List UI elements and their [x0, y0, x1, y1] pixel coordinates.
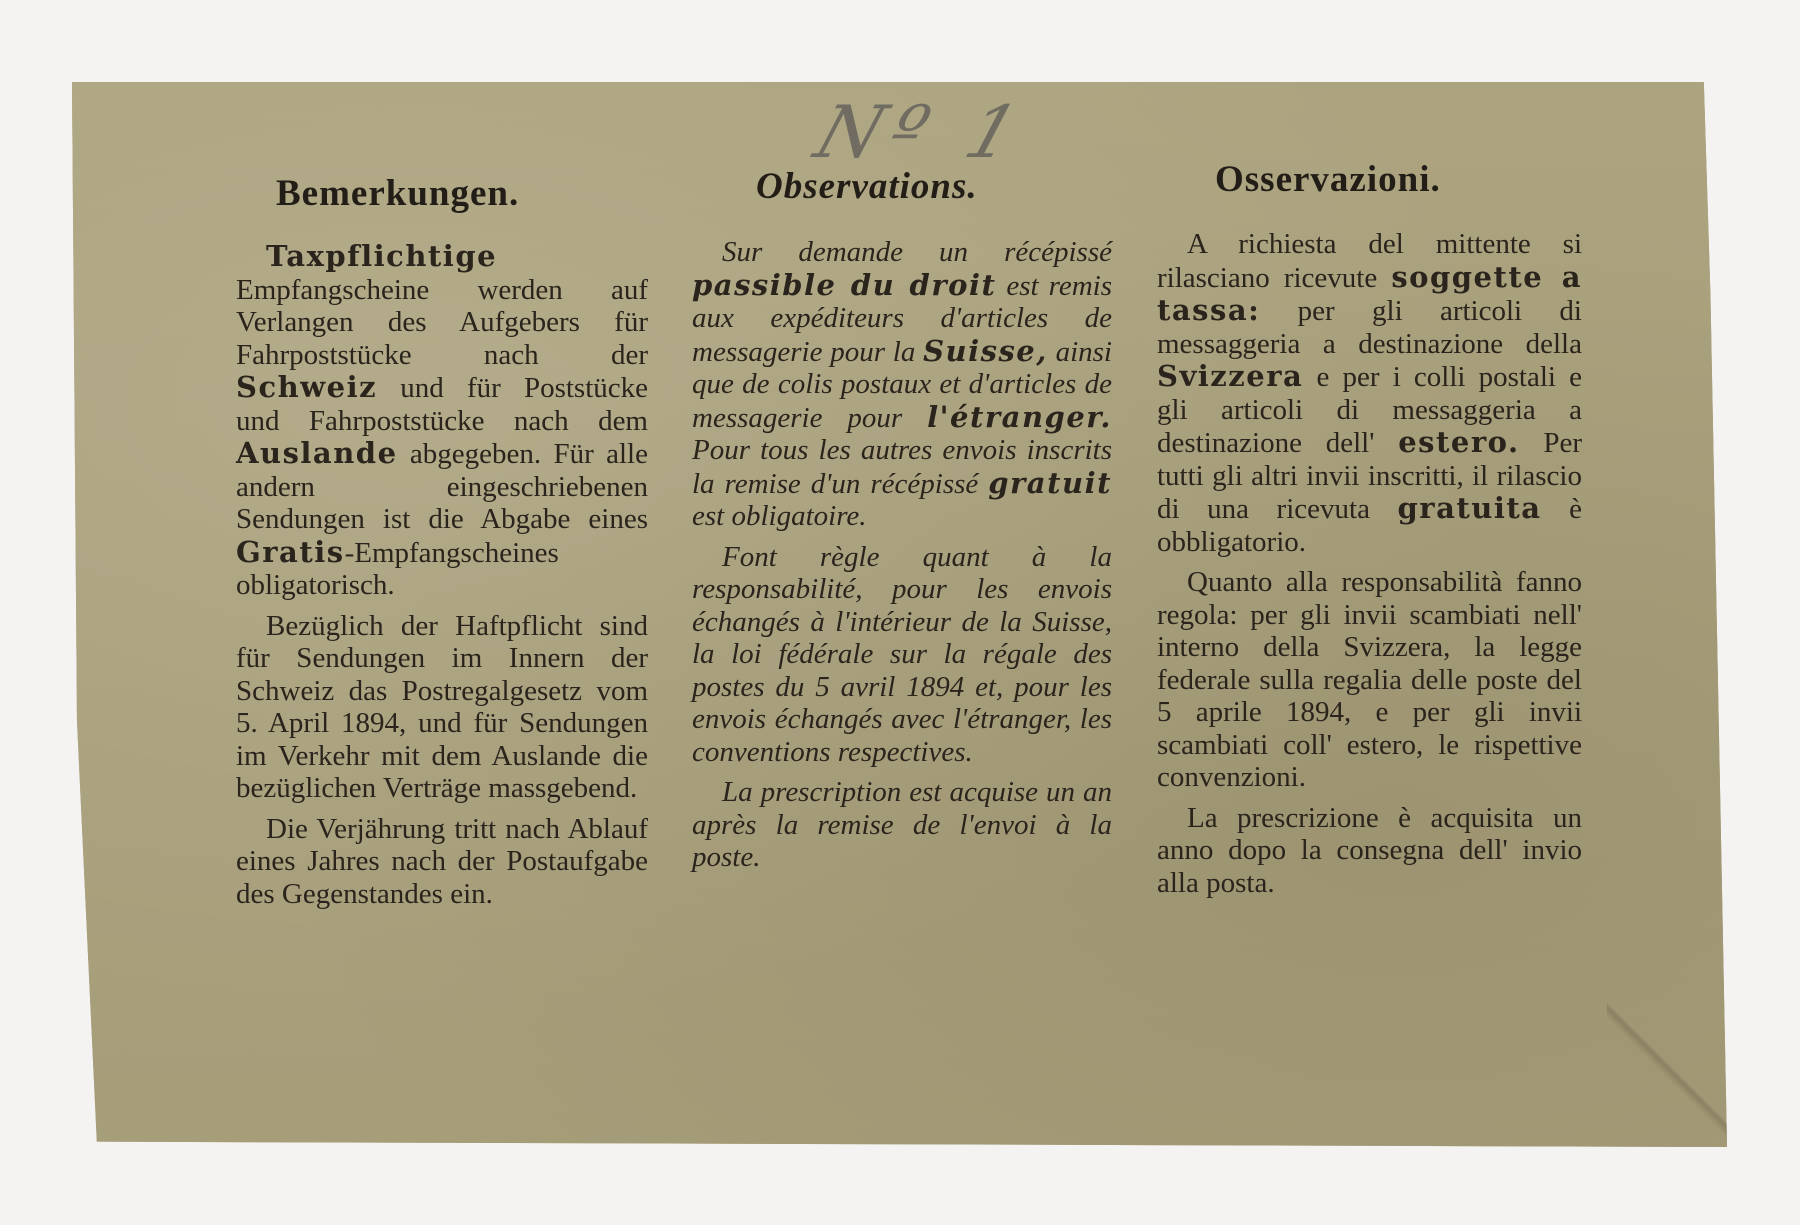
french-column	[692, 236, 1112, 882]
emphasis: Svizzera	[1157, 359, 1304, 393]
heading-french: Observations.	[756, 166, 978, 207]
italian-column	[1157, 228, 1582, 907]
french-paragraph-1: Sur demande un récépissé passible du droit est remis aux expéditeurs d'articles de messagerie pour la Suisse, ainsi que de colis postaux et d'articles de messagerie pour l'étranger. Pour tous les autres envois inscrits la remise d'un récépissé gratuit est obligatoire.	[692, 236, 1112, 532]
emphasis: estero.	[1398, 425, 1520, 459]
italian-paragraph-3: La prescrizione è acquisita un anno dopo la consegna dell' invio alla posta.	[1157, 801, 1582, 899]
german-paragraph-3: Die Verjährung tritt nach Ablauf eines Jahres nach der Postaufgabe des Gegenstandes ein.	[236, 812, 648, 910]
emphasis: Auslande	[236, 436, 398, 470]
heading-german: Bemerkungen.	[276, 173, 520, 214]
emphasis: gratuit	[988, 465, 1112, 500]
italian-paragraph-2: Quanto alla responsabilità fanno regola: per gli invii scambiati nell' interno della Svizzera, la legge federale sulla regalia delle poste del 5 aprile 1894, e per gli invii scambiati coll' estero, le rispettive convenzioni.	[1157, 566, 1582, 793]
emphasis: l'étranger.	[927, 399, 1112, 434]
emphasis: Suisse,	[923, 333, 1048, 368]
italian-paragraph-1: A richiesta del mittente si rilasciano ricevute soggette a tassa: per gli articoli di messaggeria a destinazione della Svizzera e per i colli postali e gli articoli di messaggeria a destinazione dell' estero. Per tutti gli altri invii inscritti, il rilascio di una ricevuta gratuita è obbligatorio.	[1157, 228, 1582, 558]
german-paragraph-2: Bezüglich der Haftpflicht sind für Sendungen im Innern der Schweiz das Postregalgesetz vom 5. April 1894, und für Sendungen im Verkehr mit dem Auslande die bezüglichen Verträge massgebend.	[236, 609, 648, 804]
german-paragraph-1: Taxpflichtige Empfangscheine werden auf Verlangen des Aufgebers für Fahrpoststücke nach der Schweiz und für Poststücke und Fahrpoststücke nach dem Auslande abgegeben. Für alle andern eingeschriebenen Sendungen ist die Abgabe eines Gratis-Empfangscheines obligatorisch.	[236, 239, 648, 601]
french-paragraph-2: Font règle quant à la responsabilité, pour les envois échangés à l'intérieur de la Suisse, la loi fédérale sur la régale des postes du 5 avril 1894 et, pour les envois échangés avec l'étranger, les conventions respectives.	[692, 540, 1112, 768]
emphasis: passible du droit	[692, 267, 997, 302]
emphasis: gratuita	[1397, 491, 1542, 525]
emphasis: Taxpflichtige	[266, 239, 498, 273]
emphasis: Gratis	[236, 534, 345, 569]
emphasis: Schweiz	[236, 370, 378, 404]
heading-italian: Osservazioni.	[1215, 159, 1441, 200]
german-column	[236, 240, 648, 918]
french-paragraph-3: La prescription est acquise un an après la remise de l'envoi à la poste.	[692, 776, 1112, 873]
emphasis: soggette a tassa:	[1157, 259, 1582, 327]
handwritten-number: Nº 1	[805, 90, 1039, 174]
paper-fold	[1607, 987, 1727, 1147]
